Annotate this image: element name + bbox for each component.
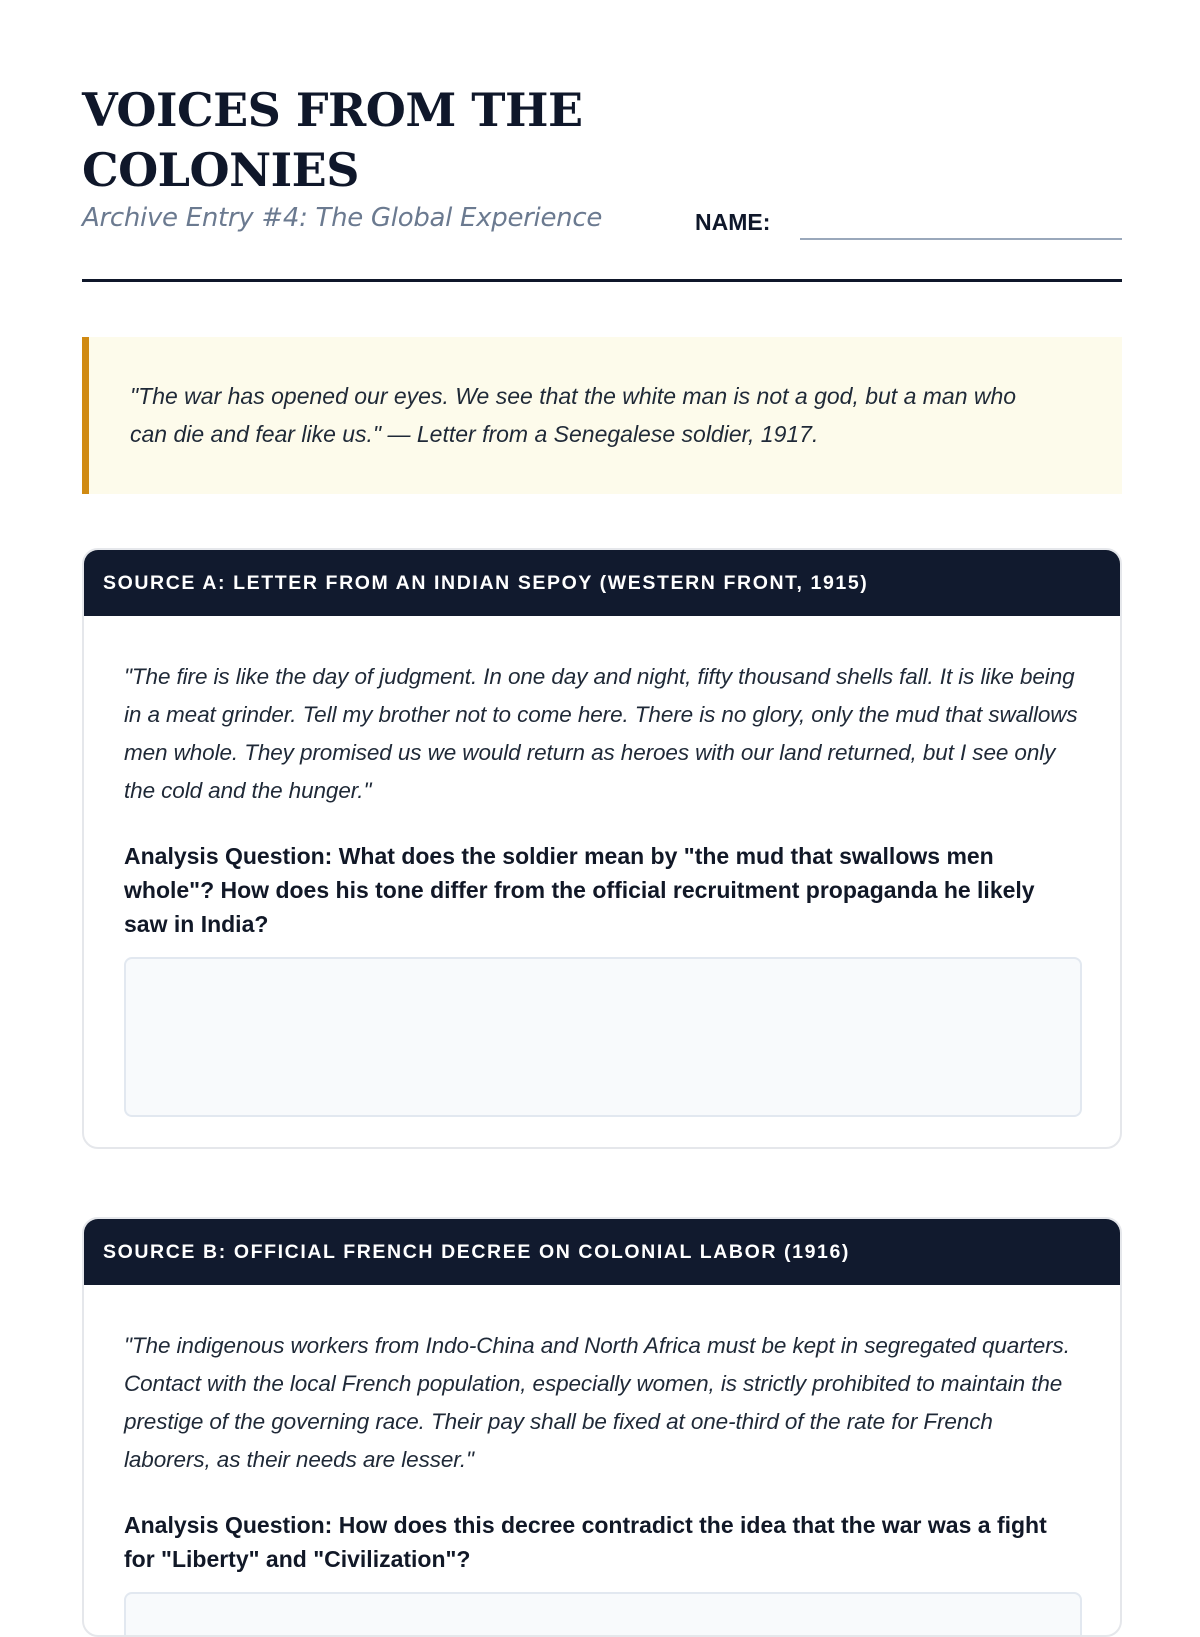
source-a-answer-box[interactable] [124, 957, 1082, 1117]
source-b-answer-box[interactable] [124, 1592, 1082, 1637]
source-a-question: Analysis Question: What does the soldier mean by "the mud that swallows men whole"? How does his tone differ from the official recruitment propaganda he likely saw in India? [124, 843, 1035, 937]
source-a-card [82, 548, 1122, 1149]
source-a-heading: SOURCE A: LETTER FROM AN INDIAN SEPOY (WESTERN FRONT, 1915) [84, 550, 1120, 616]
source-b-body [84, 1327, 1120, 1637]
name-input[interactable] [800, 212, 1122, 240]
source-b-heading: SOURCE B: OFFICIAL FRENCH DECREE ON COLONIAL LABOR (1916) [84, 1219, 1120, 1285]
source-a-quote: "The fire is like the day of judgment. In one day and night, fifty thousand shells fall. It is like being in a meat grinder. Tell my brother not to come here. There is no glory, only the mud that swallows men whole. They promised us we would return as heroes with our land returned, but I see only the cold and the hunger." [124, 664, 1078, 803]
header-divider [82, 279, 1122, 282]
source-b-question: Analysis Question: How does this decree contradict the idea that the war was a fight for "Liberty" and "Civilization"? [124, 1512, 1047, 1572]
source-b-quote: "The indigenous workers from Indo-China and North Africa must be kept in segregated quarters. Contact with the local French population, especially women, is strictly prohibited to maintain the prestige of the governing race. Their pay shall be fixed at one-third of the rate for French laborers, as their needs are lesser." [124, 1333, 1070, 1472]
epigraph-callout [82, 337, 1122, 494]
page-title: VOICES FROM THE COLONIES [82, 83, 583, 197]
page-subtitle: Archive Entry #4: The Global Experience [82, 203, 603, 233]
name-label: NAME: [695, 209, 771, 235]
epigraph-quote: "The war has opened our eyes. We see that the white man is not a god, but a man who can die and fear like us." — Letter from a Senegalese soldier, 1917. [130, 383, 1017, 447]
source-a-body [84, 658, 1120, 1117]
source-b-card [82, 1217, 1122, 1637]
